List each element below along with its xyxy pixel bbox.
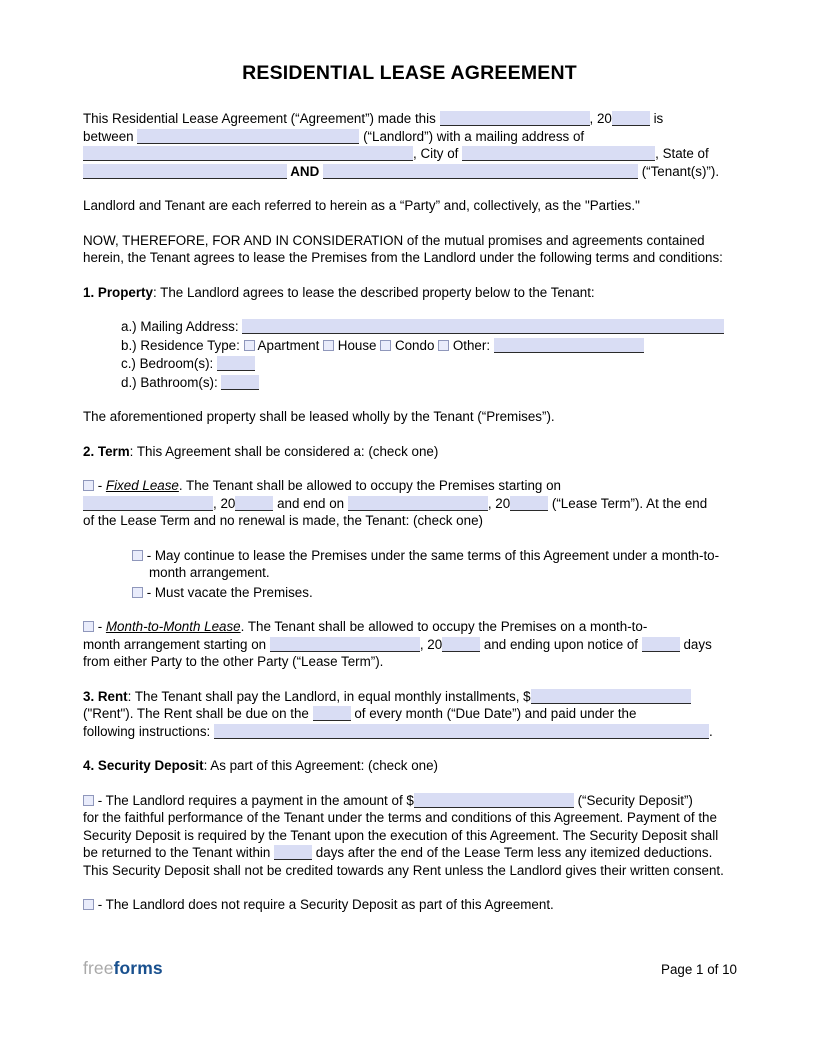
month-to-month-checkbox[interactable]	[83, 621, 94, 632]
m2m-start-year-field[interactable]	[442, 637, 480, 652]
month-to-month-option	[83, 618, 736, 671]
consideration-paragraph	[83, 232, 736, 267]
text-run: NOW, THEREFORE, FOR AND IN CONSIDERATION of the mutual promises and agreements contained herein, the Tenant agrees to lease the Premises from the Landlord under the following terms and conditions:	[83, 232, 723, 265]
text-run: Month-to-Month Lease	[105, 619, 241, 634]
notice-days-field[interactable]	[642, 637, 680, 652]
bedrooms-item	[83, 355, 736, 373]
text-run: : The Tenant shall pay the Landlord, in equal monthly installments, $	[127, 688, 531, 704]
payment-instructions-field[interactable]	[214, 724, 709, 739]
fixed-start-year-field[interactable]	[235, 496, 273, 511]
text-run: from either Party to the other Party (“Lease Term”).	[83, 654, 384, 669]
text-run: (“Security Deposit”)	[573, 792, 693, 808]
text-run: : This Agreement shall be considered a: (check one)	[129, 443, 439, 459]
may-continue-checkbox[interactable]	[132, 550, 143, 561]
text-run: (“Tenant(s)”).	[637, 163, 720, 179]
text-run: House	[334, 337, 381, 353]
text-run: The aforementioned property shall be leased wholly by the Tenant (“Premises”).	[83, 409, 555, 424]
landlord-city-field[interactable]	[462, 146, 655, 161]
landlord-street-address-field[interactable]	[83, 146, 413, 161]
fixed-lease-checkbox[interactable]	[83, 480, 94, 491]
document-title: RESIDENTIAL LEASE AGREEMENT	[242, 62, 577, 84]
no-deposit-checkbox[interactable]	[83, 899, 94, 910]
freeforms-logo	[83, 956, 163, 980]
text-run: days	[679, 636, 712, 652]
landlord-name-field[interactable]	[137, 129, 359, 144]
text-run: (“Lease Term”). At the end	[548, 495, 708, 511]
text-run: of the Lease Term and no renewal is made, the Tenant: (check one)	[83, 513, 483, 528]
text-run: - The Landlord requires a payment in the amount of $	[94, 792, 414, 808]
text-run: of every month (“Due Date”) and paid under the	[350, 706, 637, 721]
text-run: 4. Security Deposit	[83, 758, 204, 773]
no-deposit-option	[83, 896, 736, 914]
text-run: for the faithful performance of the Tenant under the terms and conditions of this Agreement. Payment of the Security Deposit is required by the Tenant upon the execution of this Agreement. The Security Deposit shall be returned to the Tenant within	[83, 810, 719, 860]
text-run: : As part of this Agreement: (check one)	[203, 758, 439, 773]
may-continue-option	[83, 547, 736, 582]
text-run: Fixed Lease	[105, 478, 179, 493]
deposit-return-days-field[interactable]	[274, 845, 312, 860]
property-mailing-address-field[interactable]	[242, 319, 724, 334]
agreement-date-field[interactable]	[440, 111, 590, 126]
text-run: days after the end of the Lease Term less any itemized deductions. This Security Deposit shall not be credited towards any Rent unless the Landlord gives their written consent.	[83, 845, 724, 878]
text-run: d.) Bathroom(s):	[121, 374, 222, 390]
text-run: 1. Property	[83, 284, 153, 300]
intro-paragraph	[83, 110, 736, 180]
text-run: is	[649, 111, 664, 126]
text-run: , State of	[655, 146, 709, 161]
text-run: following instructions:	[83, 723, 214, 739]
other-residence-checkbox[interactable]	[438, 340, 449, 351]
fixed-lease-option	[83, 477, 736, 530]
text-run: month arrangement starting on	[83, 636, 270, 652]
fixed-end-date-field[interactable]	[348, 496, 488, 511]
rent-amount-field[interactable]	[531, 689, 691, 704]
text-run: . The Tenant shall be allowed to occupy the Premises starting on	[178, 478, 561, 493]
text-run: Landlord and Tenant are each referred to herein as a “Party” and, collectively, as the "Parties."	[83, 198, 640, 213]
rent-paragraph	[83, 688, 736, 741]
landlord-state-field[interactable]	[83, 164, 287, 179]
text-run: , 20	[487, 495, 511, 511]
must-vacate-option	[83, 584, 736, 602]
text-run: ("Rent"). The Rent shall be due on the	[83, 706, 313, 721]
text-run: This Residential Lease Agreement (“Agreement”) made this	[83, 111, 440, 126]
text-run: 2. Term	[83, 443, 130, 459]
parties-paragraph	[83, 197, 736, 215]
text-run: AND	[287, 163, 323, 179]
text-run: , 20	[213, 495, 236, 511]
text-run: , City of	[413, 146, 463, 161]
property-section-heading	[83, 284, 736, 302]
bathrooms-field[interactable]	[221, 375, 259, 390]
rent-due-day-field[interactable]	[313, 706, 351, 721]
bathrooms-item	[83, 374, 736, 392]
text-run: between	[83, 128, 138, 144]
fixed-start-date-field[interactable]	[83, 496, 213, 511]
text-run: -	[94, 619, 106, 634]
text-run: - The Landlord does not require a Security Deposit as part of this Agreement.	[94, 897, 554, 912]
document-body	[83, 110, 736, 914]
residence-type-item	[83, 337, 736, 355]
deposit-required-checkbox[interactable]	[83, 795, 94, 806]
text-run: : The Landlord agrees to lease the described property below to the Tenant:	[152, 284, 595, 300]
text-run: - Must vacate the Premises.	[143, 584, 313, 600]
text-run: and end on	[273, 495, 348, 511]
other-residence-type-field[interactable]	[494, 338, 644, 353]
deposit-required-option	[83, 792, 736, 880]
text-run: and ending upon notice of	[480, 636, 642, 652]
property-mailing-address-item	[83, 318, 736, 336]
text-run: (“Landlord”) with a mailing address of	[359, 128, 585, 144]
condo-checkbox[interactable]	[380, 340, 391, 351]
text-run: . The Tenant shall be allowed to occupy the Premises on a month-to-	[240, 619, 648, 634]
text-run: Other:	[449, 337, 494, 353]
logo-free-text: free	[83, 958, 114, 978]
bedrooms-field[interactable]	[217, 356, 255, 371]
page-number-label: Page 1 of 10	[661, 961, 737, 977]
text-run: -	[94, 478, 106, 493]
security-deposit-heading	[83, 757, 736, 775]
text-run: , 20	[419, 636, 443, 652]
text-run: Condo	[391, 337, 439, 353]
agreement-year-field[interactable]	[612, 111, 650, 126]
premises-paragraph	[83, 408, 736, 426]
deposit-amount-field[interactable]	[414, 793, 574, 808]
text-run: a.) Mailing Address:	[121, 319, 243, 334]
page-footer	[83, 956, 737, 980]
text-run: .	[709, 723, 713, 739]
text-run: - May continue to lease the Premises under the same terms of this Agreement under a month-to-month arrangement.	[143, 547, 720, 580]
logo-forms-text: forms	[113, 958, 163, 978]
fixed-end-year-field[interactable]	[510, 496, 548, 511]
text-run: c.) Bedroom(s):	[121, 356, 217, 371]
text-run: Apartment	[254, 337, 324, 353]
apartment-checkbox[interactable]	[244, 340, 255, 351]
must-vacate-checkbox[interactable]	[132, 587, 143, 598]
m2m-start-date-field[interactable]	[270, 637, 420, 652]
text-run: , 20	[589, 111, 612, 126]
house-checkbox[interactable]	[323, 340, 334, 351]
term-section-heading	[83, 443, 736, 461]
text-run: 3. Rent	[83, 688, 128, 704]
text-run: b.) Residence Type:	[121, 337, 244, 353]
tenant-name-field[interactable]	[323, 164, 638, 179]
document-page	[83, 60, 736, 931]
